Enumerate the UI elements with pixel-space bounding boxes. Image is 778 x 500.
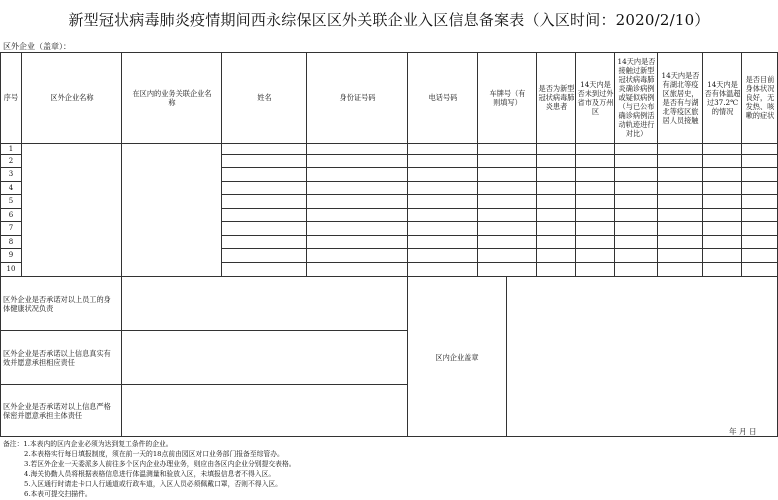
note-line: 备注：1.本表内的区内企业必须为达到复工条件的企业。 xyxy=(3,440,173,448)
commitment-authenticity: 区外企业是否承诺以上信息真实有效并愿意承担相应责任 xyxy=(3,348,111,367)
row-number-5: 5 xyxy=(8,197,14,205)
note-line: 6.本表可提交扫描件。 xyxy=(24,490,92,499)
column-header-outside-company: 区外企业名称 xyxy=(50,93,94,102)
column-header-plate-number: 车牌号（有则填写） xyxy=(489,88,526,107)
column-header-patient: 是否为新型冠状病毒肺炎患者 xyxy=(538,84,575,111)
form-title: 新型冠状病毒肺炎疫情期间西永综保区区外关联企业入区信息备案表（入区时间：2020/2/10） xyxy=(68,11,710,29)
row-number-9: 9 xyxy=(8,251,14,259)
row-number-10: 10 xyxy=(6,265,16,273)
column-header-contact: 14天内是否接触过新型冠状病毒肺炎确诊病例或疑似病例（与已公布确诊病例活动轨迹进行对比） xyxy=(617,57,656,138)
note-line: 3.若区外企业一天委派多人前往多个区内企业办理业务，则应由各区内企业分别提交表格。 xyxy=(24,460,296,469)
column-header-travel: 14天内是否未到过外省市及万州区 xyxy=(577,79,614,116)
date-label: 年 月 日 xyxy=(729,427,757,436)
row-number-3: 3 xyxy=(8,170,14,178)
column-header-name: 姓名 xyxy=(257,93,272,102)
row-number-2: 2 xyxy=(8,156,14,165)
column-header-phone: 电话号码 xyxy=(428,93,458,102)
column-header-temperature: 14天内是否有体温超过37.2℃的情况 xyxy=(704,79,741,116)
row-number-8: 8 xyxy=(8,237,14,246)
commitment-health: 区外企业是否承诺对以上员工的身体健康状况负责 xyxy=(3,294,111,313)
company-stamp-label: 区外企业（盖章）： xyxy=(3,42,71,51)
note-line: 2.本表格实行每日填报制度，须在前一天的18点前由园区对口业务部门报备至综管办。 xyxy=(24,450,284,459)
stamp-section-label: 区内企业盖章 xyxy=(435,352,479,362)
column-header-linked-company: 在区内的业务关联企业名称 xyxy=(132,88,212,107)
row-number-1: 1 xyxy=(8,144,14,153)
column-header-hubei: 14天内是否有湖北等疫区旅居史，是否有与湖北等疫区旅居人员接触 xyxy=(661,70,700,125)
notes xyxy=(3,439,296,500)
commitment-confidentiality: 区外企业是否承诺对以上信息严格保密并愿意承担主体责任 xyxy=(3,402,111,420)
row-number-7: 7 xyxy=(8,224,14,232)
column-header-health: 是否目前身体状况良好，无发热、咳嗽的症状 xyxy=(745,75,775,120)
column-header-id-number: 身份证号码 xyxy=(339,93,376,102)
note-line: 5.入区通行时请走卡口人行通道或行政车道，入区人员必须佩戴口罩，否则不得入区。 xyxy=(24,480,282,489)
row-number-6: 6 xyxy=(8,210,14,219)
row-number-4: 4 xyxy=(8,183,14,192)
column-header-index: 序号 xyxy=(3,93,19,102)
note-line: 4.海关协勤人员将根据表格信息进行体温测量和验放入区，未填报信息者不得入区。 xyxy=(24,470,276,479)
